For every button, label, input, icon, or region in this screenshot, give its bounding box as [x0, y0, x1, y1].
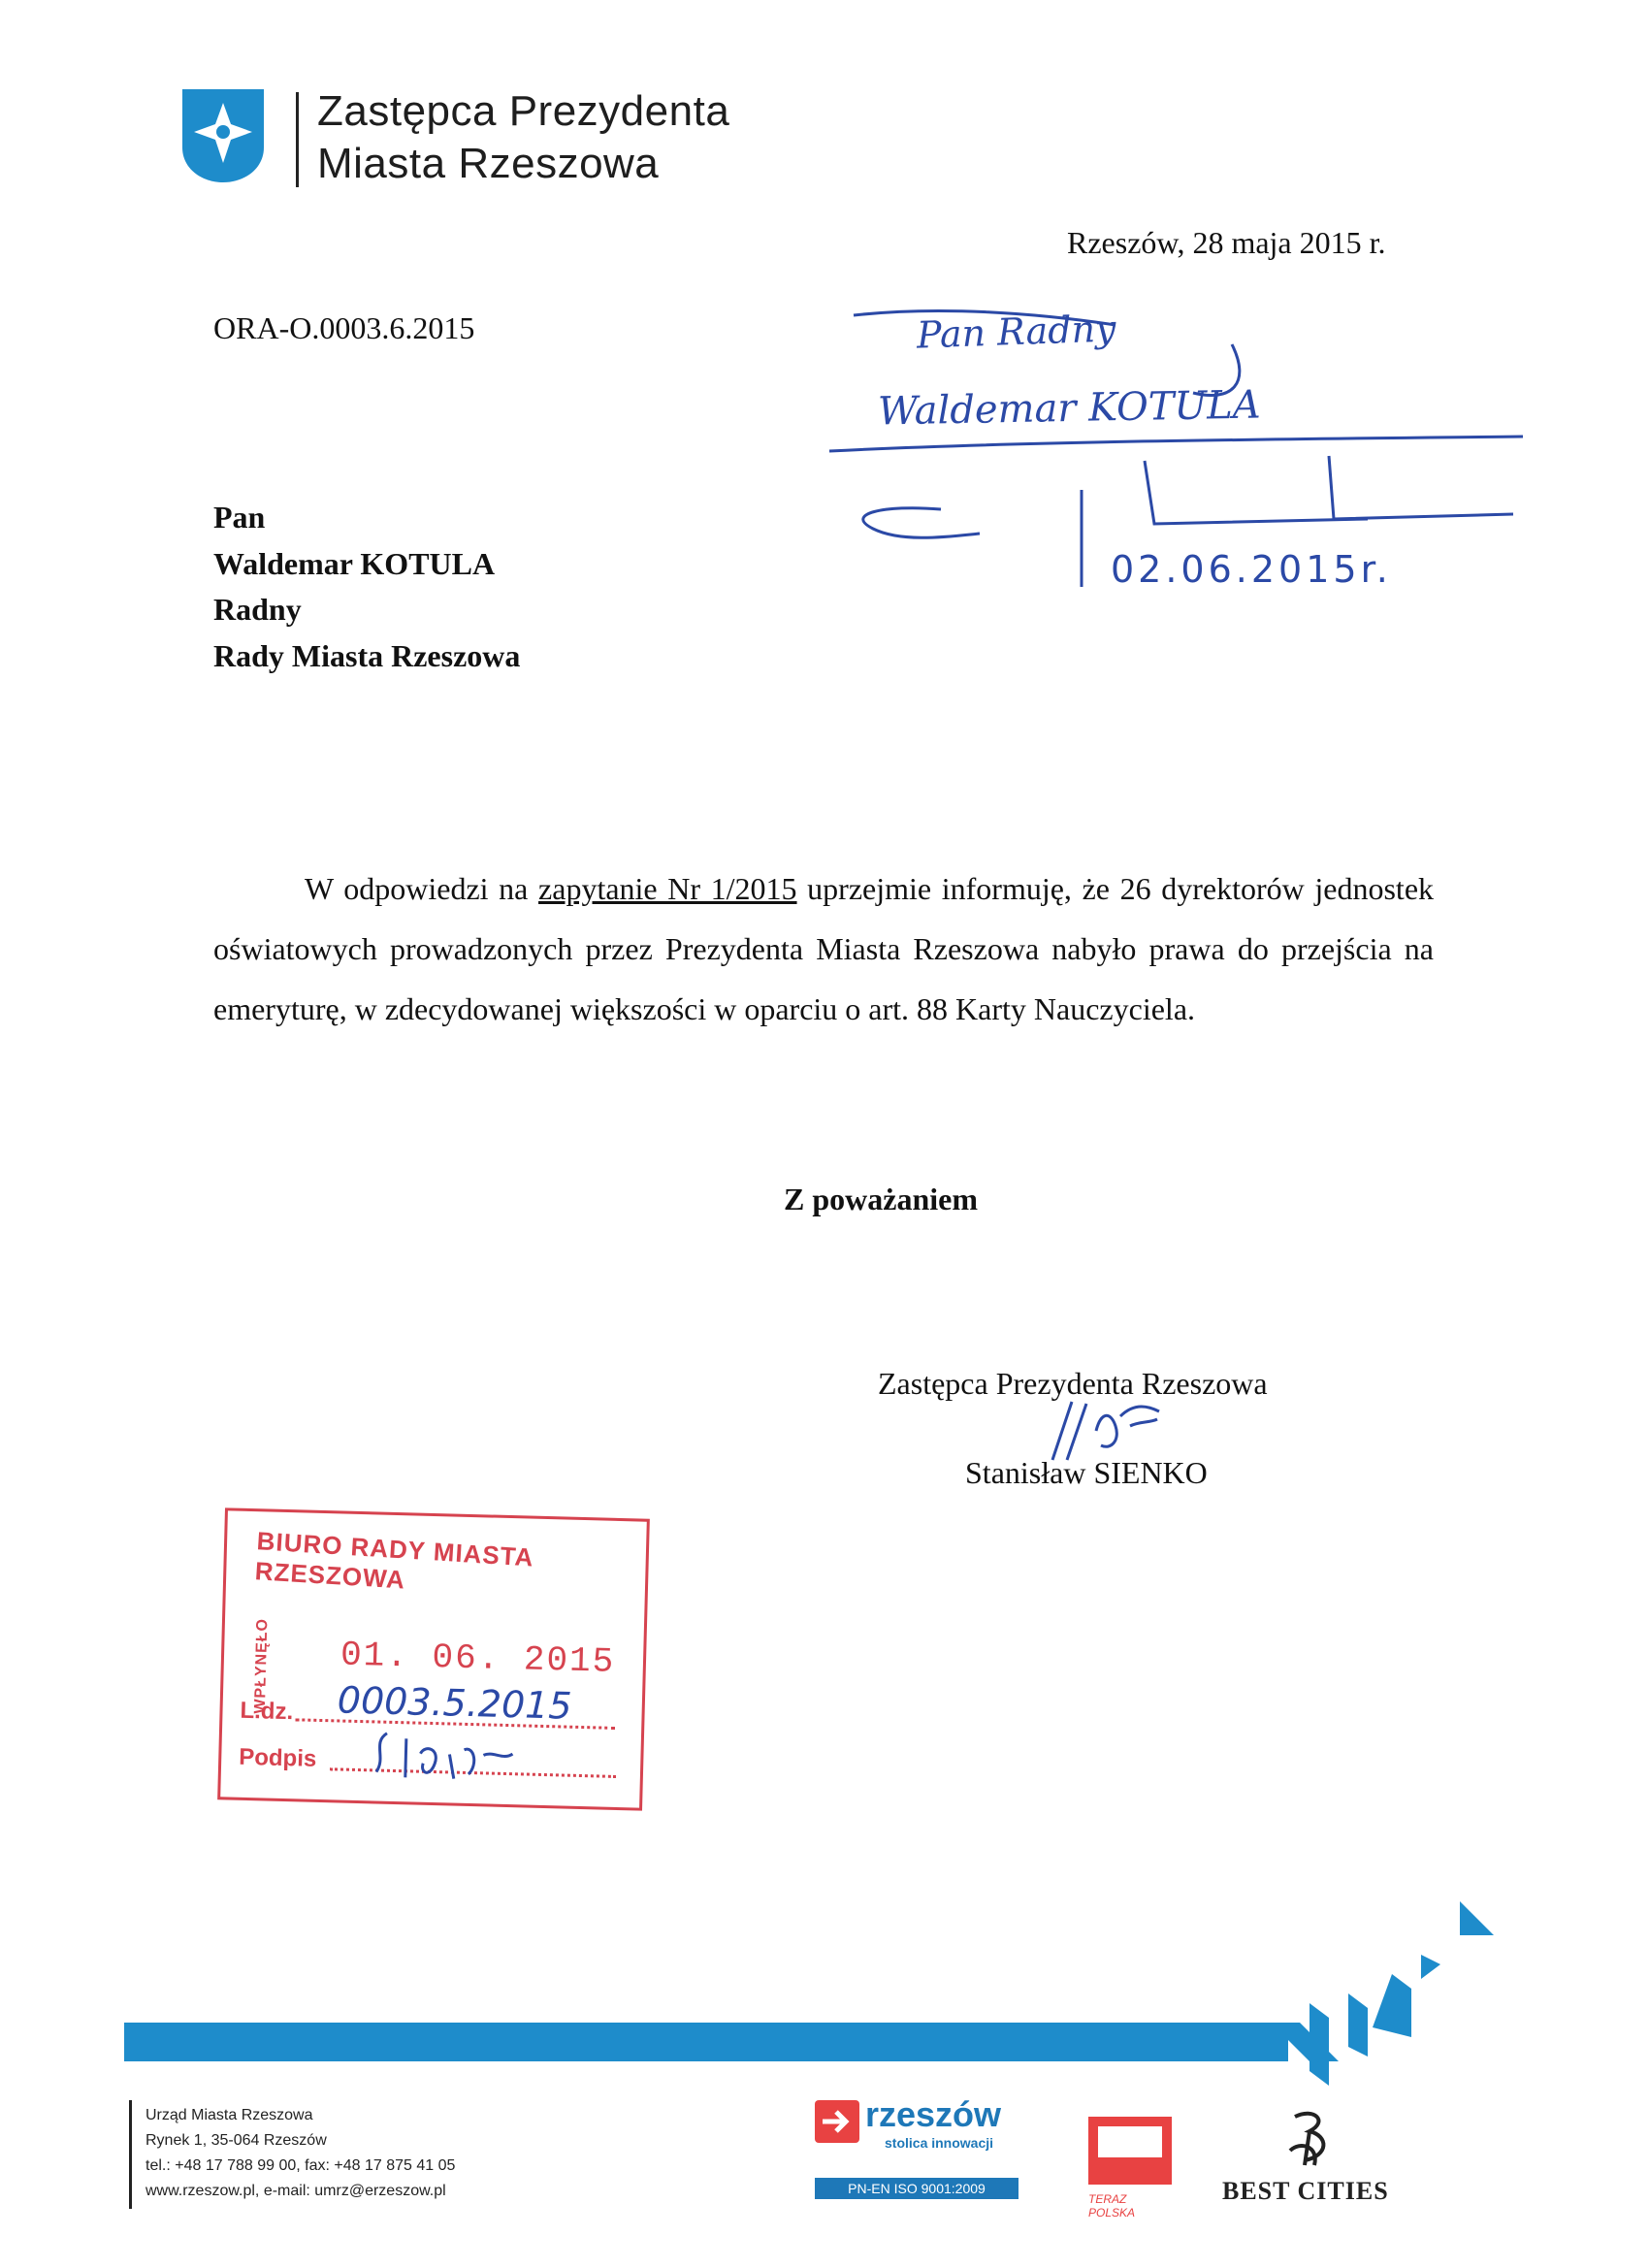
- header-divider: [296, 92, 299, 187]
- header-title-line2: Miasta Rzeszowa: [317, 140, 660, 187]
- addressee-line: Rady Miasta Rzeszowa: [213, 638, 521, 673]
- handwritten-recipient-line2: Waldemar KOTULA: [877, 382, 1261, 435]
- stamp-signature-scribble: [367, 1723, 524, 1785]
- received-stamp: [217, 1507, 650, 1810]
- footer-chevron-graphic: [1212, 1892, 1523, 2086]
- stamp-date: 01. 06. 2015: [340, 1635, 616, 1682]
- body-suffix: uprzejmie informuję, że 26 dyrektorów jednostek oświatowych prowadzonych przez Prezydenta Miasta Rzeszowa nabyło prawa do przejścia na emeryturę, w zdecydowanej większości w oparciu o art. 88 Karty Nauczyciela.: [213, 871, 1435, 1026]
- teraz-polska-logo: [1088, 2117, 1172, 2219]
- teraz-polska-emblem-inner: [1098, 2126, 1162, 2157]
- stamp-ldz-value: 0003.5.2015: [337, 1678, 573, 1728]
- handwritten-date: 02.06.2015r.: [1111, 548, 1392, 591]
- rzeszow-logo-name: rzeszów: [865, 2094, 1002, 2134]
- footer-address: Rynek 1, 35-064 Rzeszów: [146, 2132, 327, 2149]
- signatory-name: Stanisław SIENKO: [965, 1455, 1208, 1490]
- footer-office: Urząd Miasta Rzeszowa: [146, 2107, 313, 2123]
- closing-phrase: Z poważaniem: [784, 1182, 978, 1216]
- best-cities-logo: [1222, 2107, 1397, 2214]
- rzeszow-logo-tagline: stolica innowacji: [885, 2135, 994, 2151]
- teraz-polska-label: TERAZ POLSKA: [1088, 2192, 1136, 2219]
- best-cities-label: BEST CITIES: [1222, 2177, 1389, 2205]
- iso-certificate-badge: PN-EN ISO 9001:2009: [815, 2178, 1018, 2199]
- signatory-title: Zastępca Prezydenta Rzeszowa: [878, 1366, 1268, 1401]
- addressee-line: Radny: [213, 592, 302, 627]
- footer-stripe: [124, 2023, 1288, 2061]
- rzeszow-logo: [815, 2094, 1018, 2207]
- footer-web: www.rzeszow.pl, e-mail: umrz@erzeszow.pl: [146, 2183, 446, 2199]
- letter-body: [213, 859, 1434, 1039]
- place-date: Rzeszów, 28 maja 2015 r.: [1067, 225, 1386, 260]
- city-coat-of-arms-icon: [178, 85, 268, 186]
- rzeszow-arrow-icon: [815, 2100, 859, 2143]
- stamp-title: BIURO RADY MIASTA RZESZOWA: [254, 1526, 534, 1595]
- stamp-received-label: WPŁYNĘŁO: [251, 1617, 272, 1714]
- addressee-line: Waldemar KOTULA: [213, 546, 496, 581]
- inquiry-reference: zapytanie Nr 1/2015: [538, 871, 797, 906]
- header-title-line1: Zastępca Prezydenta: [317, 87, 730, 135]
- stamp-signature-label: Podpis: [238, 1743, 317, 1772]
- best-cities-monogram-icon: [1276, 2107, 1343, 2175]
- addressee-line: Pan: [213, 500, 266, 535]
- reference-number: ORA-O.0003.6.2015: [213, 310, 475, 345]
- handwritten-recipient-line1: Pan Radny: [916, 307, 1117, 357]
- footer-divider: [129, 2100, 132, 2209]
- footer-phone: tel.: +48 17 788 99 00, fax: +48 17 875 41 05: [146, 2157, 456, 2174]
- body-prefix: W odpowiedzi na: [305, 871, 539, 906]
- stamp-ldz-label: L.dz.: [240, 1697, 294, 1726]
